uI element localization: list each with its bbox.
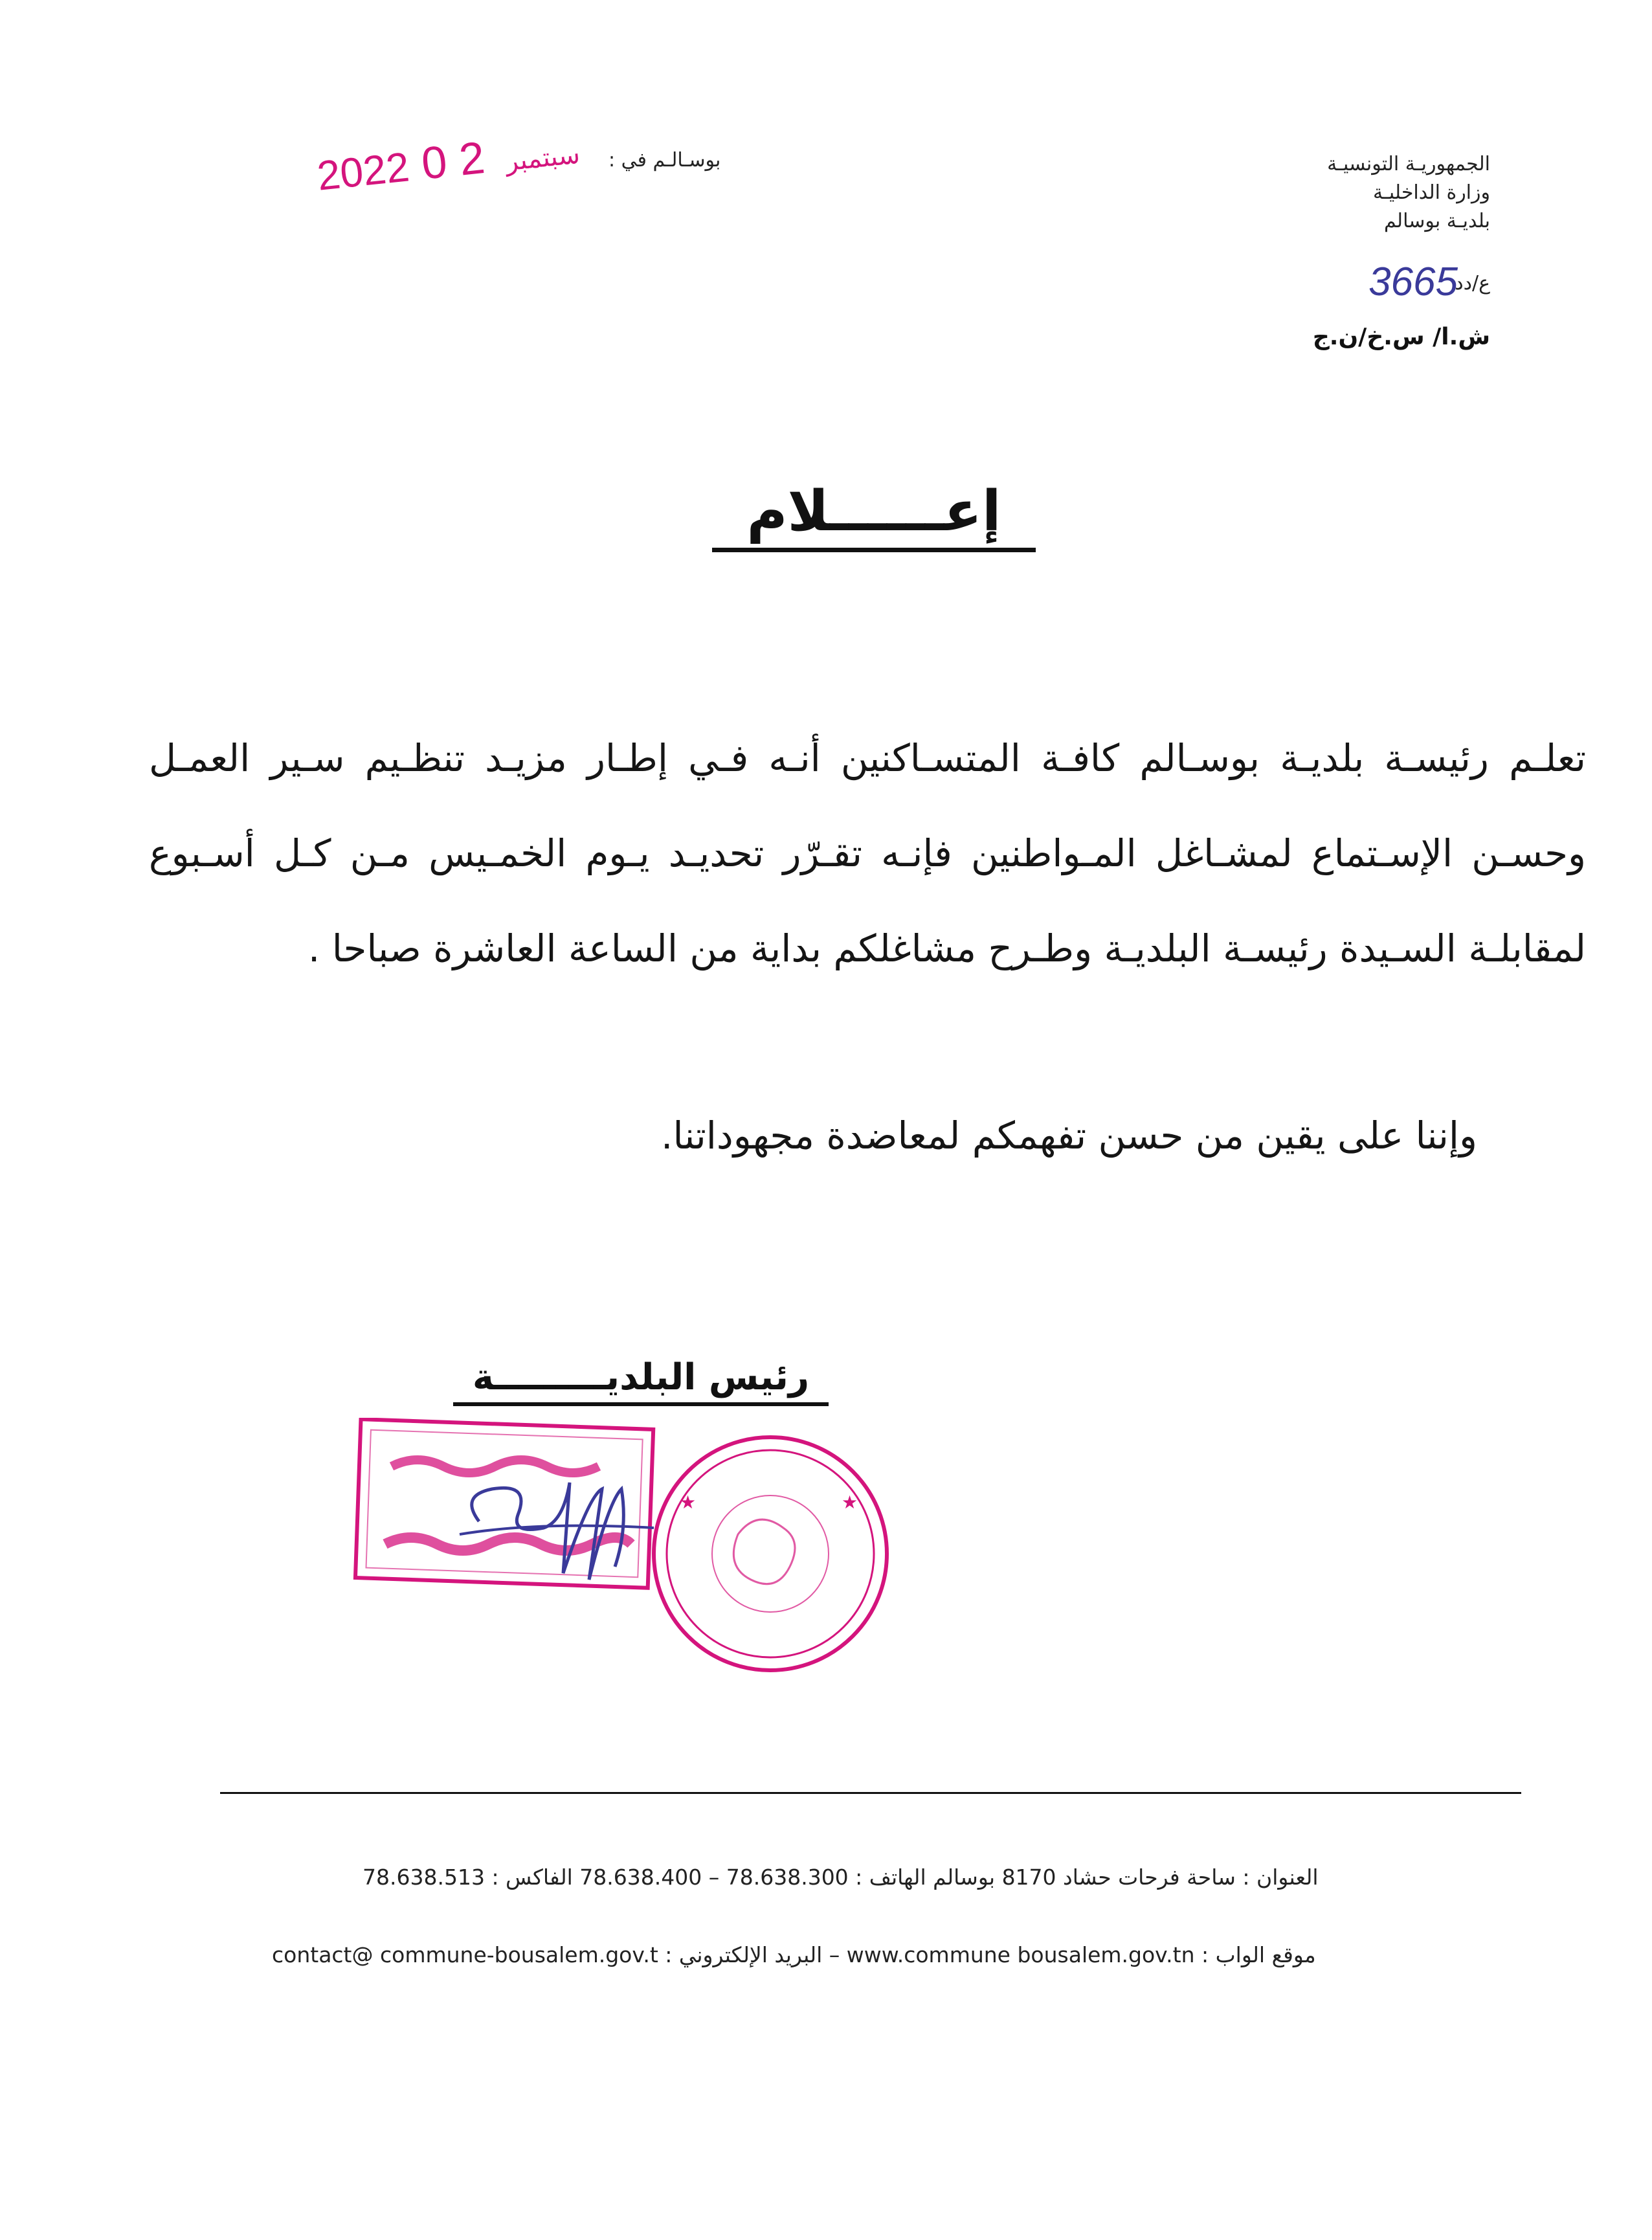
document-title: إعــــــلام [712, 479, 1036, 552]
place-label: بوسـالـم في : [608, 149, 721, 172]
handwritten-signature [453, 1444, 673, 1612]
date-month: سبتمبر [504, 140, 581, 177]
date-day: 2 0 [419, 132, 487, 189]
municipality-name: بلديـة بوسالم [1383, 210, 1490, 232]
footer-address: العنوان : ساحة فرحات حشاد 8170 بوسالم الهاتف : 78.638.300 – 78.638.400 الفاكس : 78.638.513 [363, 1865, 1319, 1890]
date-stamp [315, 122, 582, 201]
ministry-name: وزارة الداخليـة [1372, 181, 1490, 204]
announcement-paragraph: تعلـم رئيسـة بلديـة بوسـالم كافـة المتسـاكنين أنـه فـي إطـار مزيـد تنظـيم سـير العمـل وحسـن الإسـتماع لمشـاغل المـواطنين فإنـه تقـرّر تحديـد يـوم الخمـيس مـن كـل أسـبوع لمقابلـة السـيدة رئيسـة البلديـة وطـرح مشاغلكم بداية من الساعة العاشرة صباحا . [149, 736, 1586, 970]
footer-contact: موقع الواب : www.commune bousalem.gov.tn – البريد الإلكتروني : contact@ commune-bousalem.gov.t [272, 1942, 1316, 1967]
signatory-title: رئيس البلديـــــــــة [453, 1356, 829, 1406]
footer-divider [220, 1792, 1521, 1794]
office-code: ش.ا/ س.خ/ن.ج [1312, 324, 1490, 350]
reference-prefix: ع/دد [1455, 272, 1490, 295]
round-seal [641, 1431, 900, 1677]
reference-number: 3665 [1368, 260, 1458, 304]
date-year: 2022 [315, 143, 412, 199]
closing-line: وإننا على يقين من حسن تفهمكم لمعاضدة مجهوداتنا. [661, 1114, 1477, 1158]
country-name: الجمهوريـة التونسيـة [1327, 153, 1490, 175]
announcement-body [149, 711, 1586, 996]
letterhead [1257, 150, 1490, 236]
svg-text:★: ★ [680, 1492, 697, 1513]
svg-text:★: ★ [842, 1492, 858, 1513]
